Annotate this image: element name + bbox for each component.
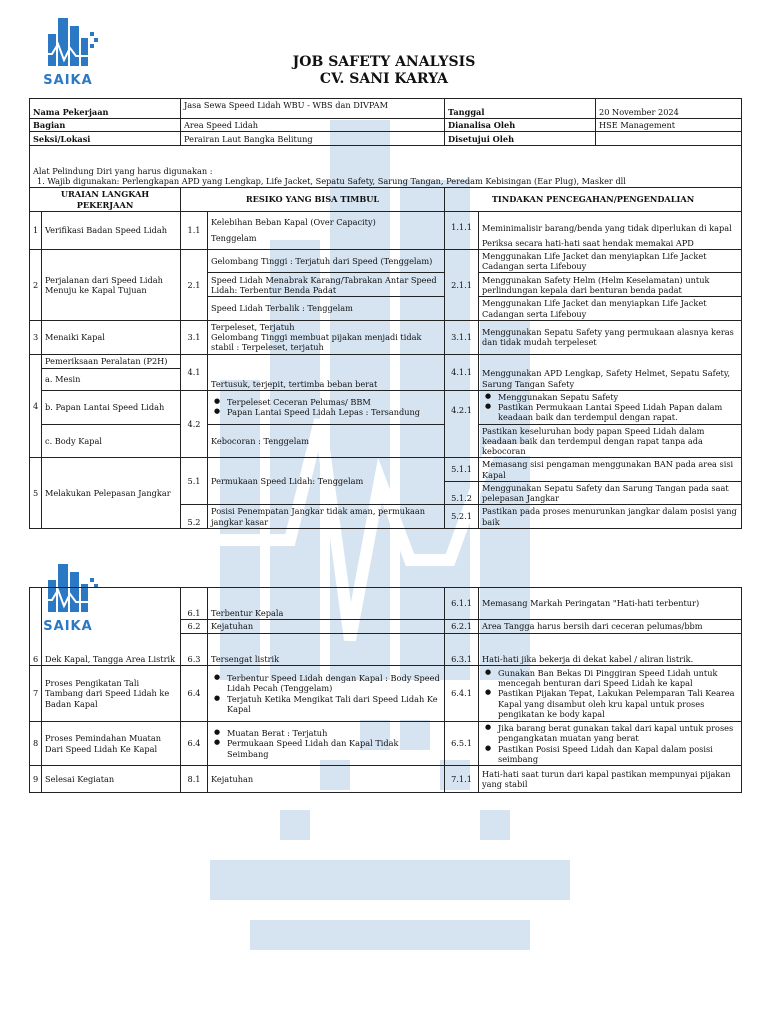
- control-bullet: ● Gunakan Ban Bekas Di Pinggiran Speed Lidah untuk mencegah benturan dari Speed Lidah ke kapal: [498, 668, 738, 689]
- control-cell: [479, 211, 742, 249]
- row-number: 2: [30, 249, 42, 320]
- control-cell: Menggunakan Sepatu Safety yang permukaan alasnya keras dan tidak mudah terpeleset: [479, 320, 742, 354]
- risk-number: 4.2: [181, 390, 208, 458]
- step-cell: Pemeriksaan Peralatan (P2H): [42, 354, 181, 368]
- seksi-label: Seksi/Lokasi: [30, 132, 181, 146]
- risk-cell: Kejatuhan: [208, 620, 445, 634]
- control-number: 5.2.1: [445, 505, 479, 529]
- control-cell: Pastikan pada proses menurunkan jangkar dalam posisi yang baik: [479, 505, 742, 529]
- jsa-table-2: [29, 587, 742, 793]
- risk-cell: Speed Lidah Terbalik : Tenggelam: [208, 297, 445, 321]
- control-text: Meminimalisir barang/benda yang tidak diperlukan di kapal: [482, 223, 732, 234]
- control-number: 7.1.1: [445, 766, 479, 793]
- risk-number: 6.4: [181, 666, 208, 722]
- risk-number: 6.1: [181, 588, 208, 620]
- control-cell: [479, 390, 742, 424]
- logo-text: SAIKA: [43, 619, 93, 634]
- tanggal-value: 20 November 2024: [596, 99, 742, 119]
- dianalisa-value: HSE Management: [596, 119, 742, 132]
- risk-cell: [208, 390, 445, 424]
- row-number: 5: [30, 458, 42, 529]
- risk-number: 1.1: [181, 211, 208, 249]
- control-cell: Menggunakan APD Lengkap, Safety Helmet, Sepatu Safety, Sarung Tangan Safety: [479, 354, 742, 390]
- company-title: CV. SANI KARYA: [319, 71, 449, 87]
- jsa-table-1: [29, 98, 742, 529]
- risk-cell: Speed Lidah Menabrak Karang/Tabrakan Antar Speed Lidah: Terbentur Benda Padat: [208, 273, 445, 297]
- control-number: 6.5.1: [445, 722, 479, 766]
- step-cell: Dek Kapal, Tangga Area Listrik: [42, 588, 181, 666]
- step-cell: Verifikasi Badan Speed Lidah: [42, 211, 181, 249]
- dianalisa-label: Dianalisa Oleh: [445, 119, 596, 132]
- row-number: 6: [30, 588, 42, 666]
- nama-pekerjaan-label: Nama Pekerjaan: [30, 99, 181, 119]
- col-uraian: URAIAN LANGKAH PEKERJAAN: [30, 188, 181, 212]
- risk-bullet: ● Papan Lantai Speed Lidah Lepas : Tersandung: [227, 407, 441, 417]
- step-cell: b. Papan Lantai Speed Lidah: [42, 390, 181, 424]
- risk-cell: Gelombang Tinggi : Terjatuh dari Speed (Tenggelam): [208, 249, 445, 273]
- row-number: 9: [30, 766, 42, 793]
- logo-text: SAIKA: [43, 73, 93, 88]
- table-row: [30, 249, 742, 273]
- control-cell: Hati-hati saat turun dari kapal pastikan mempunyai pijakan yang stabil: [479, 766, 742, 793]
- risk-cell: [208, 320, 445, 354]
- risk-cell: Tersengat listrik: [208, 634, 445, 666]
- control-bullet: ● Pastikan Pijakan Tepat, Lakukan Pelemparan Tali Kearea Kapal yang disambut oleh kru kapal untuk proses pengikatan ke body kapal: [498, 688, 738, 719]
- control-number: 1.1.1: [445, 211, 479, 249]
- control-number: 3.1.1: [445, 320, 479, 354]
- apd-line-1: Alat Pelindung Diri yang harus digunakan :: [33, 165, 213, 176]
- risk-number: 8.1: [181, 766, 208, 793]
- apd-line-2: 1. Wajib digunakan: Perlengkapan APD yang Lengkap, Life Jacket, Sepatu Safety, Sarung Tangan, Peredam Kebisingan (Ear Plug), Masker dll: [37, 176, 626, 186]
- row-number: 3: [30, 320, 42, 354]
- page-title: JOB SAFETY ANALYSIS: [292, 54, 476, 70]
- control-cell: Hati-hati jika bekerja di dekat kabel / aliran listrik.: [479, 634, 742, 666]
- col-tindakan: TINDAKAN PENCEGAHAN/PENGENDALIAN: [445, 188, 742, 212]
- table-row: [30, 722, 742, 766]
- disetujui-value: [596, 132, 742, 146]
- control-cell: Area Tangga harus bersih dari ceceran pelumas/bbm: [479, 620, 742, 634]
- control-cell: Menggunakan Life Jacket dan menyiapkan Life Jacket Cadangan serta Lifebouy: [479, 297, 742, 321]
- table-row: [30, 458, 742, 482]
- risk-cell: Posisi Penempatan Jangkar tidak aman, permukaan jangkar kasar: [208, 505, 445, 529]
- bagian-label: Bagian: [30, 119, 181, 132]
- risk-number: 6.4: [181, 722, 208, 766]
- risk-cell: [208, 722, 445, 766]
- control-bullet: ● Jika barang berat gunakan takal dari kapal untuk proses pengangkatan muatan yang berat: [498, 723, 738, 744]
- control-number: 2.1.1: [445, 249, 479, 320]
- risk-text: Tenggelam: [211, 233, 257, 244]
- bagian-value: Area Speed Lidah: [181, 119, 445, 132]
- control-number: 5.1.2: [445, 481, 479, 505]
- control-number: 4.1.1: [445, 354, 479, 390]
- control-number: 6.3.1: [445, 634, 479, 666]
- risk-number: 2.1: [181, 249, 208, 320]
- risk-bullet: ● Terpeleset Ceceran Pelumas/ BBM: [227, 397, 441, 407]
- control-cell: Menggunakan Life Jacket dan menyiapkan Life Jacket Cadangan serta Lifebouy: [479, 249, 742, 273]
- risk-number: 4.1: [181, 354, 208, 390]
- risk-cell: Kebocoran : Tenggelam: [208, 424, 445, 458]
- control-cell: [479, 722, 742, 766]
- control-cell: Memasang Markah Peringatan "Hati-hati terbentur): [479, 588, 742, 620]
- table-row: [30, 766, 742, 793]
- table-row: [30, 211, 742, 249]
- risk-bullet: ● Muatan Berat : Terjatuh: [227, 728, 441, 738]
- risk-cell: Kejatuhan: [208, 766, 445, 793]
- control-number: 6.2.1: [445, 620, 479, 634]
- control-number: 5.1.1: [445, 458, 479, 482]
- risk-bullet: ● Terjatuh Ketika Mengikat Tali dari Speed Lidah Ke Kapal: [227, 694, 441, 715]
- risk-number: 5.2: [181, 505, 208, 529]
- risk-cell: Permukaan Speed Lidah: Tenggelam: [208, 458, 445, 505]
- control-cell: [479, 666, 742, 722]
- risk-number: 6.3: [181, 634, 208, 666]
- table-row: [30, 320, 742, 354]
- disetujui-label: Disetujui Oleh: [445, 132, 596, 146]
- step-cell: a. Mesin: [42, 368, 181, 390]
- risk-cell: Terbentur Kepala: [208, 588, 445, 620]
- risk-number: 3.1: [181, 320, 208, 354]
- risk-text: Gelombang Tinggi membuat pijakan menjadi tidak stabil : Terpeleset, terjatuh: [211, 332, 422, 353]
- table-row: [30, 588, 742, 620]
- control-text: Periksa secara hati-hati saat hendak memakai APD: [482, 237, 694, 248]
- seksi-value: Perairan Laut Bangka Belitung: [181, 132, 445, 146]
- control-bullet: ● Pastikan Posisi Speed Lidah dan Kapal dalam posisi seimbang: [498, 744, 738, 765]
- risk-bullet: ● Permukaan Speed Lidah dan Kapal Tidak Seimbang: [227, 738, 441, 759]
- table-row: [30, 666, 742, 722]
- risk-bullet: ● Terbentur Speed Lidah dengan Kapal : Body Speed Lidah Pecah (Tenggelam): [227, 673, 441, 694]
- step-cell: Melakukan Pelepasan Jangkar: [42, 458, 181, 529]
- step-cell: Menaiki Kapal: [42, 320, 181, 354]
- control-number: 4.2.1: [445, 390, 479, 458]
- risk-text: Kelebihan Beban Kapal (Over Capacity): [211, 217, 376, 227]
- control-number: 6.1.1: [445, 588, 479, 620]
- row-number: 1: [30, 211, 42, 249]
- control-bullet: ● Pastikan Permukaan Lantai Speed Lidah Papan dalam keadaan baik dan terdempul dengan rapat.: [498, 402, 738, 423]
- row-number: 7: [30, 666, 42, 722]
- risk-cell: Tertusuk, terjepit, tertimba beban berat: [208, 354, 445, 390]
- control-cell: Menggunakan Sepatu Safety dan Sarung Tangan pada saat pelepasan Jangkar: [479, 481, 742, 505]
- control-cell: Memasang sisi pengaman menggunakan BAN pada area sisi Kapal: [479, 458, 742, 482]
- col-resiko: RESIKO YANG BISA TIMBUL: [181, 188, 445, 212]
- risk-number: 6.2: [181, 620, 208, 634]
- row-number: 4: [30, 354, 42, 458]
- control-cell: Pastikan keseluruhan body papan Speed Lidah dalam keadaan baik dan terdempul dengan rapat tanpa ada kebocoran: [479, 424, 742, 458]
- step-cell: c. Body Kapal: [42, 424, 181, 458]
- control-cell: Menggunakan Safety Helm (Helm Keselamatan) untuk perlindungan kepala dari benturan benda padat: [479, 273, 742, 297]
- risk-cell: [208, 666, 445, 722]
- nama-pekerjaan-value: Jasa Sewa Speed Lidah WBU - WBS dan DIVPAM: [181, 99, 445, 119]
- row-number: 8: [30, 722, 42, 766]
- risk-cell: [208, 211, 445, 249]
- control-number: 6.4.1: [445, 666, 479, 722]
- tanggal-label: Tanggal: [445, 99, 596, 119]
- step-cell: Proses Pengikatan Tali Tambang dari Speed Lidah ke Badan Kapal: [42, 666, 181, 722]
- risk-number: 5.1: [181, 458, 208, 505]
- table-row: [30, 354, 742, 368]
- step-cell: Proses Pemindahan Muatan Dari Speed Lidah Ke Kapal: [42, 722, 181, 766]
- control-bullet: ● Menggunakan Sepatu Safety: [498, 392, 738, 402]
- risk-text: Terpeleset, Terjatuh: [211, 321, 295, 332]
- step-cell: Perjalanan dari Speed Lidah Menuju ke Kapal Tujuan: [42, 249, 181, 320]
- step-cell: Selesai Kegiatan: [42, 766, 181, 793]
- apd-note: [30, 146, 742, 188]
